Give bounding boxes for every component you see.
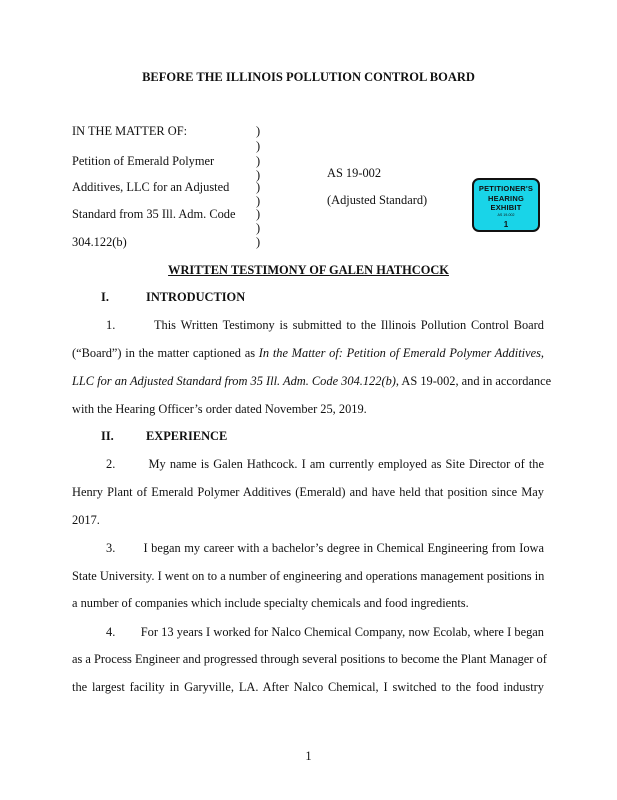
stamp-line1: PETITIONER'S [478, 184, 534, 193]
caption-line: Standard from 35 Ill. Adm. Code [72, 207, 236, 221]
paragraph-line [72, 346, 544, 361]
page-number: 1 [305, 749, 312, 763]
caption-paren: ) [256, 235, 261, 249]
paragraph-line: the largest facility in Garyville, LA. After Nalco Chemical, I switched to the food industry [72, 680, 544, 694]
caption-paren: ) [256, 180, 261, 194]
paragraph-line: 3. I began my career with a bachelor’s degree in Chemical Engineering from Iowa [106, 541, 544, 555]
caption-line: IN THE MATTER OF: [72, 124, 188, 138]
case-citation: LLC for an Adjusted Standard from 35 Ill. Adm. Code 304.122(b) [72, 374, 396, 388]
caption-paren: ) [256, 221, 261, 235]
paragraph-line: Henry Plant of Emerald Polymer Additives (Emerald) and have held that position since May [72, 485, 544, 499]
paragraph-text: (“Board”) in the matter captioned as [72, 346, 259, 360]
caption-paren: ) [256, 194, 261, 208]
caption-paren: ) [256, 124, 261, 138]
paragraph-line: State University. I went on to a number of engineering and operations management positions in [72, 569, 545, 583]
paragraph-line: as a Process Engineer and progressed through several positions to become the Plant Manager of [72, 652, 547, 666]
exhibit-stamp [472, 178, 540, 232]
document-title: BEFORE THE ILLINOIS POLLUTION CONTROL BOARD [142, 70, 475, 84]
caption-paren: ) [256, 154, 261, 168]
case-citation: In the Matter of: Petition of Emerald Polymer Additives, [258, 346, 544, 360]
paragraph-line: a number of companies which include specialty chemicals and food ingredients. [72, 596, 469, 610]
paragraph-line [72, 374, 552, 389]
stamp-line2: HEARING EXHIBIT [488, 194, 524, 212]
paragraph-line: 2017. [72, 513, 100, 527]
paragraph-line: 4. For 13 years I worked for Nalco Chemical Company, now Ecolab, where I began [106, 625, 544, 639]
case-number: AS 19-002 [327, 166, 382, 180]
paragraph-line: 1. This Written Testimony is submitted to the Illinois Pollution Control Board [106, 318, 544, 332]
paragraph-line: 2. My name is Galen Hathcock. I am currently employed as Site Director of the [106, 457, 544, 471]
caption-line: Petition of Emerald Polymer [72, 154, 215, 168]
case-type: (Adjusted Standard) [327, 193, 428, 207]
caption-line: Additives, LLC for an Adjusted [72, 180, 230, 194]
paragraph-line: with the Hearing Officer’s order dated November 25, 2019. [72, 402, 367, 416]
caption-paren: ) [256, 168, 261, 182]
caption-paren: ) [256, 139, 261, 153]
section-title: INTRODUCTION [146, 290, 246, 304]
stamp-small-text: AS 19-002 [497, 213, 515, 217]
testimony-title: WRITTEN TESTIMONY OF GALEN HATHCOCK [168, 263, 449, 277]
caption-paren: ) [256, 207, 261, 221]
paragraph-text: , AS 19-002, and in accordance [395, 374, 552, 388]
stamp-number: 1 [503, 220, 509, 229]
section-number: I. [101, 290, 109, 304]
section-title: EXPERIENCE [146, 429, 228, 443]
section-number: II. [101, 429, 114, 443]
caption-line: 304.122(b) [72, 235, 127, 249]
